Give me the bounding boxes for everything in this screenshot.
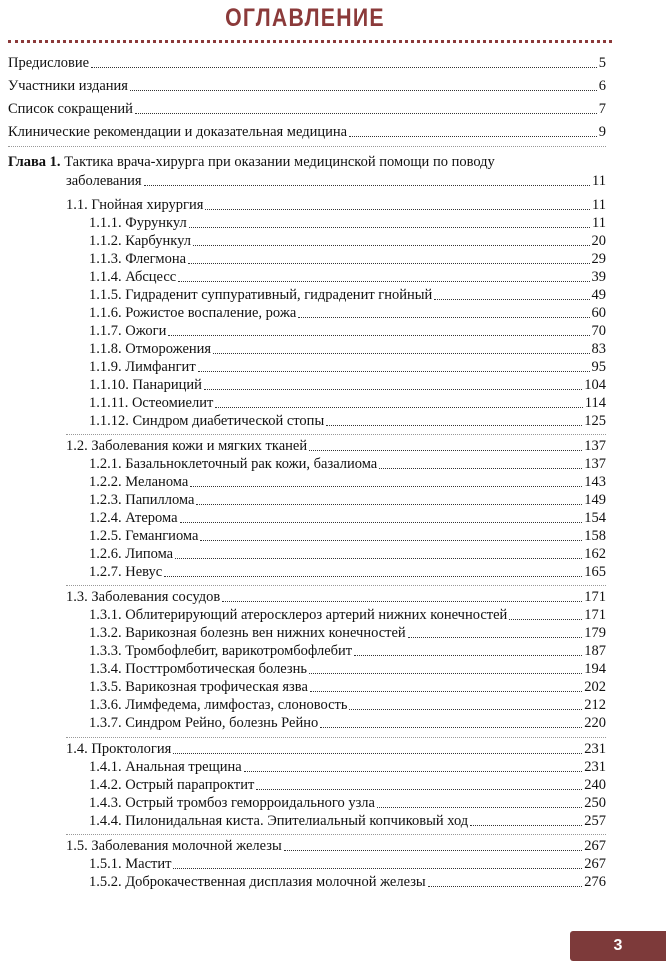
toc-entry[interactable]: 1.3.3. Тромбофлебит, варикотромбофлебит 187 [89, 643, 606, 659]
toc-entry-label: Список сокращений [8, 101, 133, 117]
toc-entry[interactable]: 1.5.1. Мастит 267 [89, 856, 606, 872]
toc-entry-page: 5 [598, 55, 606, 71]
toc-section[interactable]: 1.2. Заболевания кожи и мягких тканей 137 [66, 438, 606, 454]
toc-entry-label: Клинические рекомендации и доказательная медицина [8, 124, 348, 140]
toc-entry[interactable] [8, 54, 606, 72]
toc-entry[interactable]: 1.2.3. Папиллома 149 [89, 492, 606, 508]
toc-section[interactable]: 1.4. Проктология 231 [66, 741, 606, 757]
toc-entry-label: заболевания [66, 173, 142, 189]
toc-entry-label: 1.1. Гнойная хирургия [66, 197, 204, 213]
toc-entry[interactable]: 1.1.6. Рожистое воспаление, рожа 60 [89, 305, 606, 321]
toc-entry[interactable] [8, 123, 606, 141]
toc-entry-label: Предисловие [8, 55, 90, 71]
section-divider [66, 585, 606, 586]
toc-entry[interactable]: 1.3.7. Синдром Рейно, болезнь Рейно 220 [89, 715, 606, 731]
toc-entry[interactable]: 1.1.2. Карбункул 20 [89, 233, 606, 249]
toc-entry[interactable]: 1.1.10. Панариций 104 [89, 377, 606, 393]
toc-entry[interactable]: 1.1.5. Гидраденит суппуративный, гидраденит гнойный 49 [89, 287, 606, 303]
toc-entry[interactable]: 1.1.12. Синдром диабетической стопы 125 [89, 413, 606, 429]
chapter-title: Тактика врача-хирурга при оказании медицинской помощи по поводу [64, 154, 495, 170]
chapter-prefix: Глава 1. [8, 154, 61, 170]
title-divider [8, 40, 612, 43]
toc-section[interactable]: 1.5. Заболевания молочной железы 267 [66, 838, 606, 854]
section-divider [66, 834, 606, 835]
toc-entry[interactable] [8, 77, 606, 95]
toc-section[interactable] [66, 196, 606, 214]
toc-entry[interactable]: 1.2.1. Базальноклеточный рак кожи, базалиома 137 [89, 456, 606, 472]
page-number-badge: 3 [570, 931, 666, 961]
toc-entry-page: 11 [592, 197, 606, 213]
toc-entry[interactable]: 1.4.1. Анальная трещина 231 [89, 759, 606, 775]
toc-entry[interactable]: 1.1.4. Абсцесс 39 [89, 269, 606, 285]
toc-entry[interactable]: 1.2.7. Невус 165 [89, 564, 606, 580]
section-divider [66, 737, 606, 738]
toc-entry[interactable]: 1.5.2. Доброкачественная дисплазия молочной железы 276 [89, 874, 606, 890]
toc-entry-page: 7 [598, 101, 606, 117]
toc-entry[interactable]: 1.3.5. Варикозная трофическая язва 202 [89, 679, 606, 695]
toc-entry[interactable]: 1.4.3. Острый тромбоз геморроидального узла 250 [89, 795, 606, 811]
toc-section[interactable]: 1.3. Заболевания сосудов 171 [66, 589, 606, 605]
toc-entry[interactable]: 1.3.2. Варикозная болезнь вен нижних конечностей 179 [89, 625, 606, 641]
toc-entry-page: 9 [598, 124, 606, 140]
toc-entry[interactable]: 1.1.11. Остеомиелит 114 [89, 395, 606, 411]
toc-entry-page: 11 [592, 173, 606, 189]
toc-entry[interactable]: 1.1.7. Ожоги 70 [89, 323, 606, 339]
toc-entry[interactable] [66, 172, 606, 190]
toc-entry[interactable]: 1.2.2. Меланома 143 [89, 474, 606, 490]
toc-entry-page: 6 [598, 78, 606, 94]
toc-entry[interactable]: 1.3.6. Лимфедема, лимфостаз, слоновость 212 [89, 697, 606, 713]
toc-entry[interactable]: 1.3.1. Облитерирующий атеросклероз артерий нижних конечностей 171 [89, 607, 606, 623]
page-title: ОГЛАВЛЕНИЕ [225, 4, 385, 32]
toc-entry[interactable]: 1.1.9. Лимфангит 95 [89, 359, 606, 375]
toc-entry[interactable]: 1.1.1. Фурункул 11 [89, 215, 606, 231]
toc-entry[interactable] [8, 100, 606, 118]
toc-entry[interactable]: 1.4.4. Пилонидальная киста. Эпителиальный копчиковый ход 257 [89, 813, 606, 829]
toc-entry[interactable]: 1.2.4. Атерома 154 [89, 510, 606, 526]
toc-entry[interactable]: 1.2.5. Гемангиома 158 [89, 528, 606, 544]
toc-entry[interactable]: 1.4.2. Острый парапроктит 240 [89, 777, 606, 793]
toc-entry[interactable]: 1.1.8. Отморожения 83 [89, 341, 606, 357]
toc-entry-label: Участники издания [8, 78, 128, 94]
chapter-title-line[interactable] [8, 153, 495, 171]
toc-entry[interactable]: 1.3.4. Посттромботическая болезнь 194 [89, 661, 606, 677]
section-divider [66, 434, 606, 435]
section-divider [8, 146, 606, 147]
toc-entry[interactable]: 1.1.3. Флегмона 29 [89, 251, 606, 267]
toc-entry[interactable]: 1.2.6. Липома 162 [89, 546, 606, 562]
